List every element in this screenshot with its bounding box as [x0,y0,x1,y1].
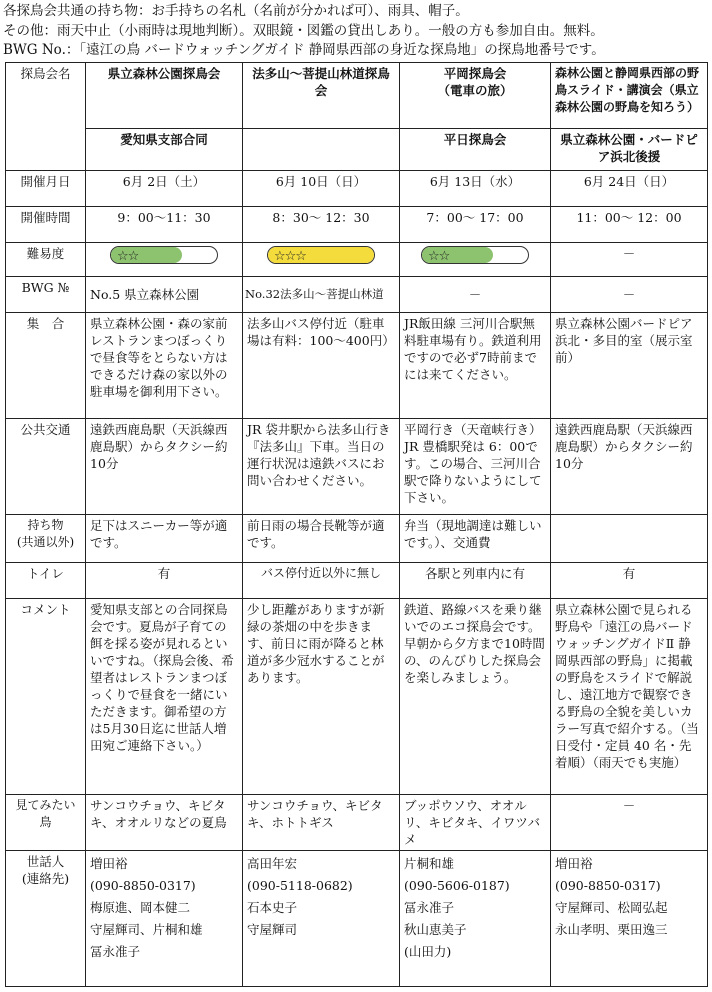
row-label-bwg: BWG № [6,277,86,313]
public-transport: 遠鉄西鹿島駅（天浜線西鹿島駅）からタクシー約10分 [86,419,243,515]
difficulty-cell [243,243,400,277]
difficulty-cell: － [551,243,708,277]
event-time: 9：00～11：30 [86,207,243,243]
event-organizer: 愛知県支部合同 [86,129,243,171]
target-birds: サンコウチョウ、キビタキ、オオルリなどの夏鳥 [86,795,243,851]
difficulty-cell [86,243,243,277]
meeting-place: JR飯田線 三河川合駅無料駐車場有り。鉄道利用ですので必ず7時前までには来てください。 [400,313,551,419]
event-name: 森林公園と静岡県西部の野鳥スライド・講演会（県立森林公園の野鳥を知ろう） [551,63,708,129]
event-time: 8：30～ 12：30 [243,207,400,243]
difficulty-rating [110,246,218,264]
contact-person: (090-5606-0187) [404,878,510,893]
target-birds: － [551,795,708,851]
row-date [6,171,708,207]
target-birds: サンコウチョウ、キビタキ、ホトトギス [243,795,400,851]
event-comment: 県立森林公園で見られる野鳥や「遠江の鳥バードウォッチングガイドⅡ 静岡県西部の野鳥」に掲載の野鳥をスライドで解説し、遠江地方で観察できる野鳥の全貌を美しいカラー写真で紹介する。（当日受付・定員 40 名・先着順）（雨天でも実施） [551,599,708,795]
row-items [6,515,708,563]
row-label-transport: 公共交通 [6,419,86,515]
star-icons: ☆☆☆ [274,248,306,264]
intro-line-bwg: BWG No.：「遠江の鳥 バードウォッチングガイド 静岡県西部の身近な探鳥地」の探鳥地番号です。 [3,42,605,58]
contact-persons [551,851,708,987]
event-comment: 鉄道、路線バスを乗り継いでのエコ探鳥会です。 早朝から夕方まで10時間の、のんびりした探鳥会を楽しみましょう。 [400,599,551,795]
meeting-place: 県立森林公園バードピア浜北・多目的室（展示室前） [551,313,708,419]
bwg-number: － [551,277,708,313]
difficulty-rating [267,246,375,264]
contact-person: (090-5118-0682) [247,878,353,893]
event-comment: 愛知県支部との合同探鳥会です。夏鳥が子育ての餌を採る姿が見れるといいですね。（探鳥会後、希望者はレストランまつぼっくりで昼食を一緒にいただきます。御希望の方は5月30日迄に世話人増田宛ご連絡下さい。） [86,599,243,795]
row-comment [6,599,708,795]
event-date: 6月 24日（日） [551,171,708,207]
contact-person: 守屋輝司、松岡弘起 [555,900,668,915]
row-toilet [6,563,708,599]
public-transport: 遠鉄西鹿島駅（天浜線西鹿島駅）からタクシー約10分 [551,419,708,515]
contact-person: 高田年宏 [247,856,298,871]
bwg-number: No.32法多山～菩提山林道 [243,277,400,313]
event-date: 6月 13日（水） [400,171,551,207]
event-name: 平岡探鳥会 （電車の旅） [400,63,551,129]
contact-person: 冨永准子 [404,900,455,915]
meeting-place: 法多山バス停付近（駐車場は有料：100～400円） [243,313,400,419]
event-name: 法多山～菩提山林道探鳥会 [243,63,400,129]
row-difficulty [6,243,708,277]
contact-person: (山田力) [404,944,452,959]
meeting-place: 県立森林公園・森の家前レストランまつぼっくりで昼食等をとらない方はできるだけ森の家以外の駐車場を御利用下さい。 [86,313,243,419]
row-label-comment: コメント [6,599,86,795]
event-name: 県立森林公園探鳥会 [86,63,243,129]
row-label-difficulty: 難易度 [6,243,86,277]
toilet-info: 各駅と列車内に有 [400,563,551,599]
row-meeting [6,313,708,419]
row-contact [6,851,708,987]
contact-person: 石本史子 [247,900,298,915]
event-date: 6月 2日（土） [86,171,243,207]
public-transport: 平岡行き（天竜峡行き）JR 豊橋駅発は 6：00です。この場合、三河川合駅で降りないようにして下さい。 [400,419,551,515]
row-label-toilet: トイレ [6,563,86,599]
event-date: 6月 10日（日） [243,171,400,207]
bwg-number: No.5 県立森林公園 [86,277,243,313]
contact-person: 秋山恵美子 [404,922,467,937]
event-schedule-table [5,62,708,987]
contact-person: 増田裕 [90,856,128,871]
row-label-meeting: 集 合 [6,313,86,419]
difficulty-cell [400,243,551,277]
intro-line-other: その他：雨天中止（小雨時は現地判断）。双眼鏡・図鑑の貸出しあり。一般の方も参加自由。無料。 [3,22,604,39]
row-label-date: 開催月日 [6,171,86,207]
contact-person: 梅原進、岡本健二 [90,900,191,915]
contact-person: 永山孝明、栗田逸三 [555,922,668,937]
event-comment: 少し距離がありますが新緑の茶畑の中を歩きます、前日に雨が降ると林道が多少冠水することがあります。 [243,599,400,795]
star-icons: ☆☆ [428,248,450,264]
contact-persons [86,851,243,987]
bwg-number: － [400,277,551,313]
event-time: 7：00～ 17：00 [400,207,551,243]
row-event-name [6,63,708,129]
row-time [6,207,708,243]
toilet-info: バス停付近以外に無し [243,563,400,599]
items-to-bring: 足下はスニーカー等が適です。 [86,515,243,563]
contact-person: (090-8850-0317) [555,878,661,893]
row-label-contact: 世話人 (連絡先) [6,851,86,987]
contact-persons [400,851,551,987]
toilet-info: 有 [86,563,243,599]
intro-notes [3,2,709,61]
contact-person: 冨永准子 [90,944,141,959]
event-organizer [243,129,400,171]
event-organizer: 平日探鳥会 [400,129,551,171]
row-label-event-name: 探鳥会名 [6,63,86,171]
items-to-bring: 前日雨の場合長靴等が適です。 [243,515,400,563]
row-transport [6,419,708,515]
public-transport: JR 袋井駅から法多山行き『法多山』下車。当日の運行状況は遠鉄バスにお問い合わせください。 [243,419,400,515]
row-label-items: 持ち物 (共通以外) [6,515,86,563]
intro-line-items: 各探鳥会共通の持ち物：お手持ちの名札（名前が分かれば可）、雨具、帽子。 [3,3,469,19]
row-label-birds: 見てみたい鳥 [6,795,86,851]
row-birds [6,795,708,851]
toilet-info: 有 [551,563,708,599]
row-event-sub [6,129,708,171]
contact-person: 守屋輝司 [247,922,298,937]
row-label-time: 開催時間 [6,207,86,243]
star-icons: ☆☆ [117,248,139,264]
event-time: 11：00～ 12：00 [551,207,708,243]
row-bwg [6,277,708,313]
contact-person: 守屋輝司、片桐和雄 [90,922,203,937]
contact-person: 増田裕 [555,856,593,871]
contact-persons [243,851,400,987]
contact-person: (090-8850-0317) [90,878,196,893]
items-to-bring [551,515,708,563]
target-birds: ブッポウソウ、オオルリ、キビタキ、イワツバメ [400,795,551,851]
items-to-bring: 弁当（現地調達は難しいです。）、交通費 [400,515,551,563]
contact-person: 片桐和雄 [404,856,455,871]
event-organizer: 県立森林公園・バードピア浜北後援 [551,129,708,171]
difficulty-rating [421,246,529,264]
